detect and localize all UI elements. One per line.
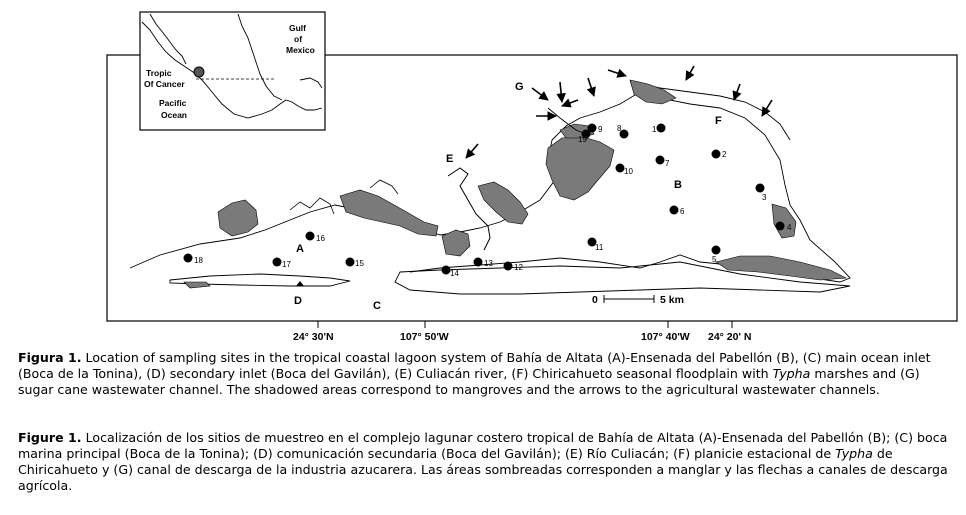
area-label-f: F xyxy=(715,115,722,127)
mangrove-patch xyxy=(340,190,438,236)
drain-arrow xyxy=(466,144,478,158)
site-label-12: 12 xyxy=(514,263,523,272)
area-label-b: B xyxy=(674,179,682,191)
site-label-10: 10 xyxy=(624,167,633,176)
caption-spanish-text-a: Localización de los sitios de muestreo en el complejo lagunar costero tropical de Bahía de Altata (A)-Ensenada del Pabellón (B); (C) boca marina principal (Boca de la Tonina); (D) comunicación secundaria (Boca del Gavilán); (E) Río Culiacán; (F) planicie estacional de xyxy=(18,430,948,461)
drain-arrow xyxy=(686,66,694,80)
drainage-arrows xyxy=(466,66,772,158)
coord-label-1: 24° 30'N xyxy=(293,331,334,343)
caption-spanish-italic: Typha xyxy=(835,446,873,461)
drain-arrow xyxy=(532,88,548,100)
caption-spanish-head: Figure 1. xyxy=(18,430,82,445)
site-label-3: 3 xyxy=(762,193,767,202)
caption-english-head: Figura 1. xyxy=(18,350,82,365)
secondary-inlet-marker xyxy=(296,281,304,286)
area-label-a: A xyxy=(296,243,304,255)
site-label-13: 13 xyxy=(484,259,493,268)
mangrove-patch xyxy=(442,230,470,256)
inset-tropic-label-1: Tropic xyxy=(146,68,172,78)
coord-label-2: 107° 50'W xyxy=(400,331,449,343)
coord-label-4: 24° 20' N xyxy=(708,331,752,343)
scale-five-label: 5 km xyxy=(660,294,684,306)
caption-english-text-b: marshes and (G) sugar cane wastewater channel. The shadowed areas correspond to mangroves and the arrows to the agricultural wastewater channels. xyxy=(18,366,920,397)
site-label-2: 2 xyxy=(722,150,727,159)
tributary-channel xyxy=(370,180,398,194)
mangrove-patch xyxy=(218,200,258,236)
site-label-14: 14 xyxy=(450,269,459,278)
site-marker-7 xyxy=(656,156,665,165)
site-marker-5 xyxy=(712,246,721,255)
site-marker-13 xyxy=(474,258,483,267)
inset-map xyxy=(140,12,325,130)
inset-gulf-label-3: Mexico xyxy=(286,45,315,55)
site-marker-12 xyxy=(504,262,513,271)
site-label-6: 6 xyxy=(680,207,685,216)
mangrove-patch xyxy=(716,256,846,280)
site-label-16: 16 xyxy=(316,234,325,243)
inset-tropic-label-2: Of Cancer xyxy=(144,79,185,89)
site-marker-15 xyxy=(346,258,355,267)
site-label-9: 9 xyxy=(598,125,603,134)
site-label-5: 5 xyxy=(712,255,717,264)
scale-bar xyxy=(592,294,684,306)
drain-arrow xyxy=(562,100,578,106)
site-marker-4 xyxy=(776,222,785,231)
area-label-e: E xyxy=(446,153,454,165)
inset-study-area-marker xyxy=(194,67,204,77)
caption-spanish-text-b: de Chiricahueto y (G) canal de descarga de la industria azucarera. Las áreas sombreadas corresponden a manglar y las flechas a canales de descarga agrícola. xyxy=(18,446,948,493)
mangrove-patch xyxy=(546,136,614,200)
coord-label-3: 107° 40'W xyxy=(641,331,690,343)
site-marker-1 xyxy=(657,124,666,133)
site-label-19: 19 xyxy=(578,135,587,144)
inset-pacific-label-1: Pacific xyxy=(159,98,187,108)
area-label-g: G xyxy=(515,81,524,93)
drain-arrow xyxy=(560,82,562,102)
site-marker-17 xyxy=(273,258,282,267)
site-marker-18 xyxy=(184,254,193,263)
area-label-c: C xyxy=(373,300,381,312)
site-marker-6 xyxy=(670,206,679,215)
inset-gulf-label-1: Gulf xyxy=(289,23,306,33)
site-label-8: 8 xyxy=(617,124,622,133)
site-label-7: 7 xyxy=(665,159,670,168)
caption-english-text-a: Location of sampling sites in the tropical coastal lagoon system of Bahía de Altata (A)-Ensenada del Pabellón (B), (C) main ocean inlet (Boca de la Tonina), (D) secondary inlet (Boca del Gavilán), (E) Culiacán river, (F) Chiricahueto seasonal floodplain with xyxy=(18,350,931,381)
drain-arrow xyxy=(588,78,594,96)
caption-english xyxy=(18,350,954,398)
site-label-18: 18 xyxy=(194,256,203,265)
drain-arrow xyxy=(734,84,740,100)
site-marker-16 xyxy=(306,232,315,241)
site-label-11: 11 xyxy=(595,243,604,252)
coordinate-ticks xyxy=(318,321,732,328)
inset-pacific-label-2: Ocean xyxy=(161,110,187,120)
drain-arrow xyxy=(608,70,626,76)
mangrove-patch xyxy=(184,282,210,288)
inset-gulf-label-2: of xyxy=(294,34,303,44)
mangrove-patch xyxy=(630,80,676,104)
site-label-4: 4 xyxy=(787,223,792,232)
area-label-d: D xyxy=(294,295,302,307)
site-label-1: 1 xyxy=(652,125,657,134)
caption-english-italic: Typha xyxy=(772,366,811,381)
site-label-17: 17 xyxy=(282,260,291,269)
site-marker-2 xyxy=(712,150,721,159)
scale-zero-label: 0 xyxy=(592,294,598,306)
site-marker-3 xyxy=(756,184,765,193)
site-label-15: 15 xyxy=(355,259,364,268)
caption-spanish xyxy=(18,430,954,494)
mangrove-patch xyxy=(478,182,528,224)
